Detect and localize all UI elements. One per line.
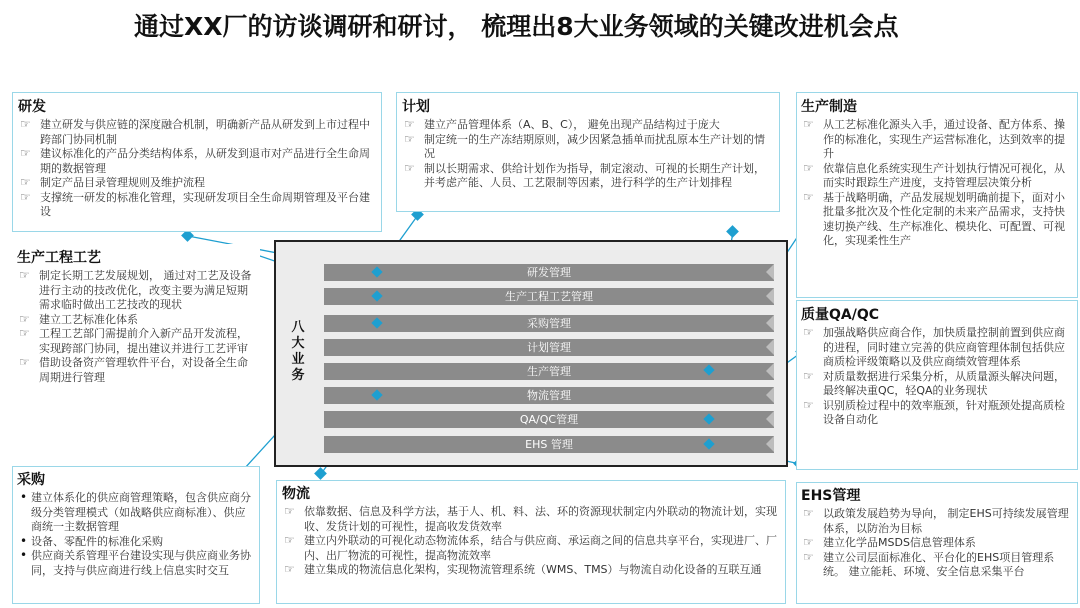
band-purchase: 采购管理 bbox=[324, 315, 774, 332]
purchase-title: 采购 bbox=[17, 472, 45, 488]
logistics-item: ☞ 依靠数据、信息及科学方法，基于人、机、料、法、环的资源现状制定内外联动的物流计划，实现收、发货计划的可视性，提高收发货效率 bbox=[282, 505, 780, 534]
band-ehs: EHS 管理 bbox=[324, 436, 774, 453]
engineering-item: ☞ 制定长期工艺发展规划， 通过对工艺及设备进行主动的技改优化，改变主要为满足短期需求临时做出工艺技改的现状 bbox=[17, 269, 255, 313]
purchase-item: • 供应商关系管理平台建设实现与供应商业务协同，支持与供应商进行线上信息实时交互 bbox=[17, 549, 254, 578]
rnd-item: ☞ 支撑统一研发的标准化管理，实现研发项目全生命周期管理及平台建设 bbox=[18, 191, 375, 220]
ehs-item: ☞ 以政策发展趋势为导向， 制定EHS可持续发展管理体系，以防治为目标 bbox=[801, 507, 1072, 536]
rnd-item: ☞ 建立研发与供应链的深度融合机制，明确新产品从研发到上市过程中跨部门协同机制 bbox=[18, 118, 375, 147]
production-title: 生产制造 bbox=[801, 99, 857, 115]
engineering-item: ☞ 工程工艺部门需提前介入新产品开发流程， 实现跨部门协同，提出建议并进行工艺评审 bbox=[17, 327, 255, 356]
logistics-title: 物流 bbox=[282, 486, 310, 502]
rnd-item: ☞ 制定产品目录管理规则及维护流程 bbox=[18, 176, 375, 191]
engineering-item: ☞ 建立工艺标准化体系 bbox=[17, 313, 255, 328]
qa-item: ☞ 对质量数据进行采集分析，从质量源头解决问题，最终解决重QC，轻QA的业务现状 bbox=[801, 370, 1072, 399]
plan-title: 计划 bbox=[402, 99, 430, 115]
page-title: 通过XX厂的访谈调研和研讨， 梳理出8大业务领域的关键改进机会点 bbox=[134, 12, 899, 41]
production-item: ☞ 基于战略明确，产品发展规划明确前提下，面对小批量多批次及个性化定制的未来产品需求，支持快速切换产线、生产标准化、模块化、可配置、可视化，实现柔性生产 bbox=[801, 191, 1072, 249]
ehs-title: EHS管理 bbox=[801, 488, 861, 504]
logistics-item: ☞ 建立集成的物流信息化架构，实现物流管理系统（WMS、TMS）与物流自动化设备的互联互通 bbox=[282, 563, 780, 578]
ehs-item: ☞ 建立化学品MSDS信息管理体系 bbox=[801, 536, 1072, 551]
business-areas-label: 八大业务 bbox=[291, 320, 305, 383]
production-item: ☞ 从工艺标准化源头入手，通过设备、配方体系、操作的标准化，实现生产运营标准化，达到效率的提升 bbox=[801, 118, 1072, 162]
rnd-item: ☞ 建议标准化的产品分类结构体系，从研发到退市对产品进行全生命周期的数据管理 bbox=[18, 147, 375, 176]
engineering-title: 生产工程工艺 bbox=[17, 250, 101, 266]
plan-item: ☞ 建立产品管理体系（A、B、C）， 避免出现产品结构过于庞大 bbox=[402, 118, 773, 133]
rnd-title: 研发 bbox=[18, 99, 46, 115]
plan-item: ☞ 制以长期需求、供给计划作为指导，制定滚动、可视的长期生产计划，并考虑产能、人员、工艺限制等因素，进行科学的生产计划排程 bbox=[402, 162, 773, 191]
qa-item: ☞ 识别质检过程中的效率瓶颈，针对瓶颈处提高质检设备自动化 bbox=[801, 399, 1072, 428]
band-logistics: 物流管理 bbox=[324, 387, 774, 404]
engineering-item: ☞ 借助设备资产管理软件平台，对设备全生命周期进行管理 bbox=[17, 356, 255, 385]
band-rnd: 研发管理 bbox=[324, 264, 774, 281]
logistics-item: ☞ 建立内外联动的可视化动态物流体系，结合与供应商、承运商之间的信息共享平台，实现进厂、厂内、出厂物流的可视性，提高物流效率 bbox=[282, 534, 780, 563]
production-item: ☞ 依靠信息化系统实现生产计划执行情况可视化，从而实时跟踪生产进度，支持管理层决策分析 bbox=[801, 162, 1072, 191]
band-qa: QA/QC管理 bbox=[324, 411, 774, 428]
purchase-item: • 设备、零配件的标准化采购 bbox=[17, 535, 254, 550]
qa-title: 质量QA/QC bbox=[801, 307, 880, 323]
ehs-item: ☞ 建立公司层面标准化、平台化的EHS项目管理系统。 建立能耗、环境、安全信息采集平台 bbox=[801, 551, 1072, 580]
band-engineering: 生产工程工艺管理 bbox=[324, 288, 774, 305]
band-production: 生产管理 bbox=[324, 363, 774, 380]
band-plan: 计划管理 bbox=[324, 339, 774, 356]
plan-item: ☞ 制定统一的生产冻结期原则，减少因紧急插单而扰乱原本生产计划的情况 bbox=[402, 133, 773, 162]
purchase-item: • 建立体系化的供应商管理策略，包含供应商分级分类管理模式（如战略供应商标准）、供应商统一主数据管理 bbox=[17, 491, 254, 535]
qa-item: ☞ 加强战略供应商合作，加快质量控制前置到供应商的进程，同时建立完善的供应商管理体制包括供应商质检评级策略以及供应商绩效管理体系 bbox=[801, 326, 1072, 370]
